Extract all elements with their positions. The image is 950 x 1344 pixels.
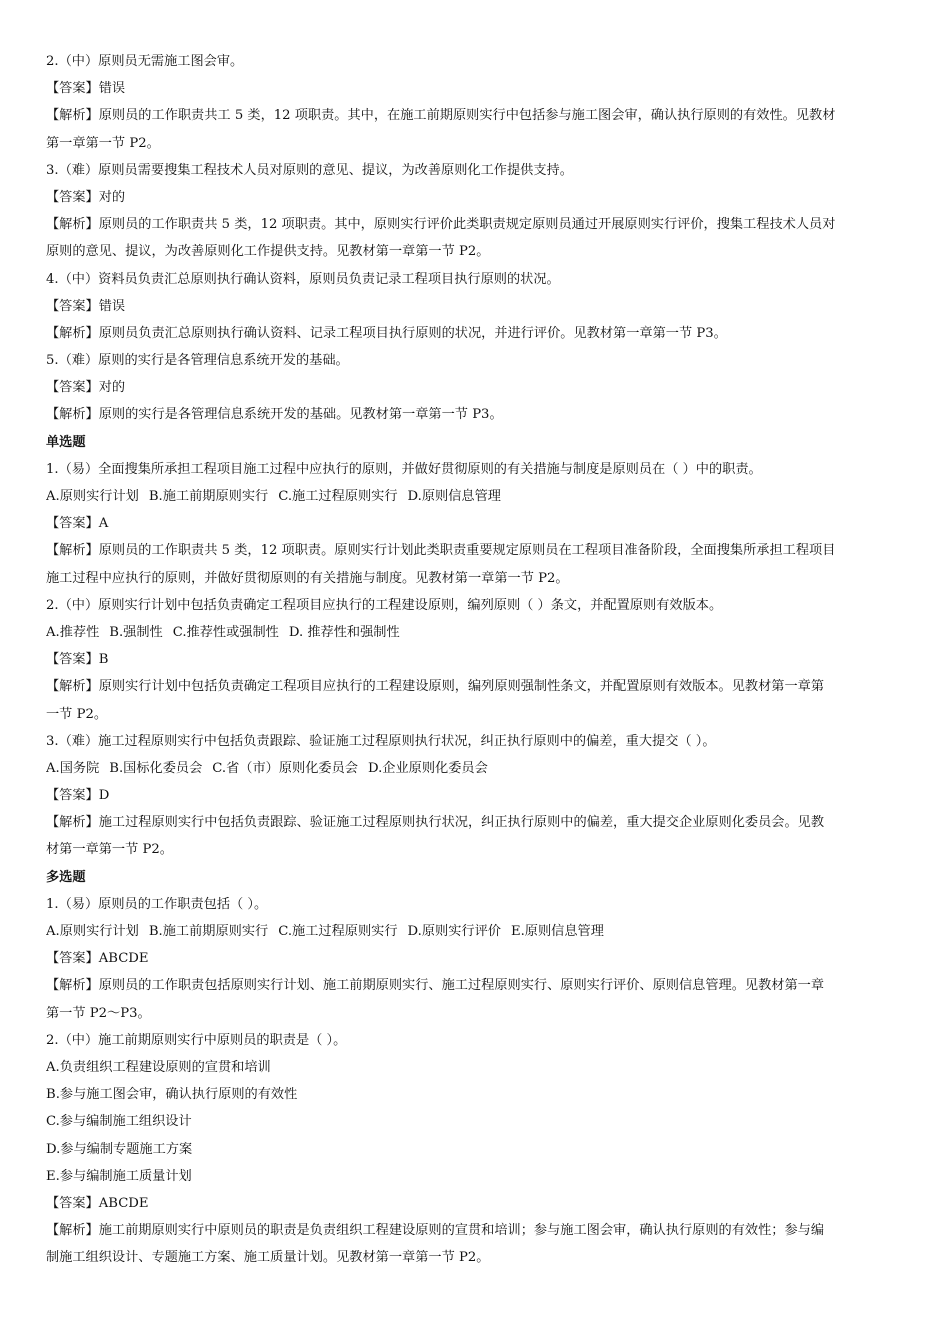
text-line: 3.（难）施工过程原则实行中包括负责跟踪、验证施工过程原则执行状况，纠正执行原则中的偏差，重大提交（ ）。 [46,733,716,749]
text-line: 【解析】施工前期原则实行中原则员的职责是负责组织工程建设原则的宣贯和培训；参与施工图会审，确认执行原则的有效性；参与编 [46,1223,825,1239]
option-item: C.施工过程原则实行 [278,924,398,939]
option-list [46,619,906,646]
text-line: 1.（易）全面搜集所承担工程项目施工过程中应执行的原则，并做好贯彻原则的有关措施与制度是原则员在（ ）中的职责。 [46,461,762,477]
text-line: 制施工组织设计、专题施工方案、施工质量计划。见教材第一章第一节 P2。 [46,1250,490,1266]
option-item: A.原则实行计划 [46,489,139,504]
text-line: 【解析】原则的实行是各管理信息系统开发的基础。见教材第一章第一节 P3。 [46,407,503,423]
text-line: 【解析】原则员的工作职责包括原则实行计划、施工前期原则实行、施工过程原则实行、原则实行评价、原则信息管理。见教材第一章 [46,978,825,994]
option-item: D.企业原则化委员会 [367,760,488,776]
option-item: B.国标化委员会 [109,760,203,776]
text-line: 【答案】A [46,516,109,532]
section-heading: 单选题 [46,434,86,450]
text-line: 第一节 P2～P3。 [46,1005,151,1021]
option-list [46,483,906,510]
text-line: 【答案】错误 [46,81,126,97]
option-item: D.原则实行评价 [407,924,501,939]
option-list [46,755,906,782]
option-item: C.省（市）原则化委员会 [212,760,358,776]
option-item: C.推荐性或强制性 [172,624,279,640]
text-line: B.参与施工图会审，确认执行原则的有效性 [46,1087,298,1103]
option-item: A.原则实行计划 [46,924,139,939]
text-line: 【答案】错误 [46,298,126,314]
text-line: C.参与编制施工组织设计 [46,1114,192,1130]
text-line: 2.（中）原则实行计划中包括负责确定工程项目应执行的工程建设原则，编列原则（ ）条文，并配置原则有效版本。 [46,597,723,613]
text-line: 【解析】原则员的工作职责共 5 类，12 项职责。原则实行计划此类职责重要规定原则员在工程项目准备阶段，全面搜集所承担工程项目 [46,543,836,559]
text-line: 【解析】施工过程原则实行中包括负责跟踪、验证施工过程原则执行状况，纠正执行原则中的偏差，重大提交企业原则化委员会。见教 [46,815,825,831]
text-line: 5.（难）原则的实行是各管理信息系统开发的基础。 [46,353,349,369]
option-item: A.国务院 [46,760,100,776]
text-line: 一节 P2。 [46,706,108,722]
text-line: 【解析】原则员的工作职责共工 5 类，12 项职责。其中，在施工前期原则实行中包括参与施工图会审，确认执行原则的有效性。见教材 [46,108,836,124]
text-line: 【解析】原则实行计划中包括负责确定工程项目应执行的工程建设原则，编列原则强制性条文，并配置原则有效版本。见教材第一章第 [46,679,825,695]
option-item: B.强制性 [109,624,163,640]
option-item: C.施工过程原则实行 [278,489,398,504]
text-line: 2.（中）施工前期原则实行中原则员的职责是（ ）。 [46,1032,347,1048]
text-line: 原则的意见、提议，为改善原则化工作提供支持。见教材第一章第一节 P2。 [46,244,490,260]
text-line: 1.（易）原则员的工作职责包括（ ）。 [46,896,268,912]
text-line: 2.（中）原则员无需施工图会审。 [46,54,244,69]
text-line: 【答案】ABCDE [46,1195,149,1211]
option-item: D. 推荐性和强制性 [288,624,400,640]
text-line: 【答案】对的 [46,380,126,396]
text-line: 4.（中）资料员负责汇总原则执行确认资料，原则员负责记录工程项目执行原则的状况。 [46,271,560,287]
text-line: 3.（难）原则员需要搜集工程技术人员对原则的意见、提议，为改善原则化工作提供支持。 [46,162,573,178]
text-line: A.负责组织工程建设原则的宣贯和培训 [46,1059,271,1075]
text-line: 【答案】D [46,788,110,804]
text-line: 【答案】对的 [46,189,126,205]
text-line: 施工过程中应执行的原则，并做好贯彻原则的有关措施与制度。见教材第一章第一节 P2。 [46,570,569,586]
text-line: 材第一章第一节 P2。 [46,842,173,858]
option-item: D.原则信息管理 [407,489,501,504]
option-item: A.推荐性 [46,624,100,640]
text-line: 【解析】原则员负责汇总原则执行确认资料、记录工程项目执行原则的状况，并进行评价。见教材第一章第一节 P3。 [46,325,727,341]
document-body [46,48,906,1271]
text-line: D.参与编制专题施工方案 [46,1141,193,1157]
text-line: 【解析】原则员的工作职责共 5 类，12 项职责。其中，原则实行评价此类职责规定原则员通过开展原则实行评价，搜集工程技术人员对 [46,217,836,233]
option-item: B.施工前期原则实行 [148,924,269,939]
text-line: E.参与编制施工质量计划 [46,1168,192,1184]
text-line: 第一章第一节 P2。 [46,135,160,151]
option-item: E.原则信息管理 [510,924,604,939]
text-line: 【答案】B [46,652,109,668]
text-line: 【答案】ABCDE [46,951,149,967]
option-item: B.施工前期原则实行 [148,489,269,504]
option-list [46,918,906,945]
section-heading: 多选题 [46,869,86,885]
